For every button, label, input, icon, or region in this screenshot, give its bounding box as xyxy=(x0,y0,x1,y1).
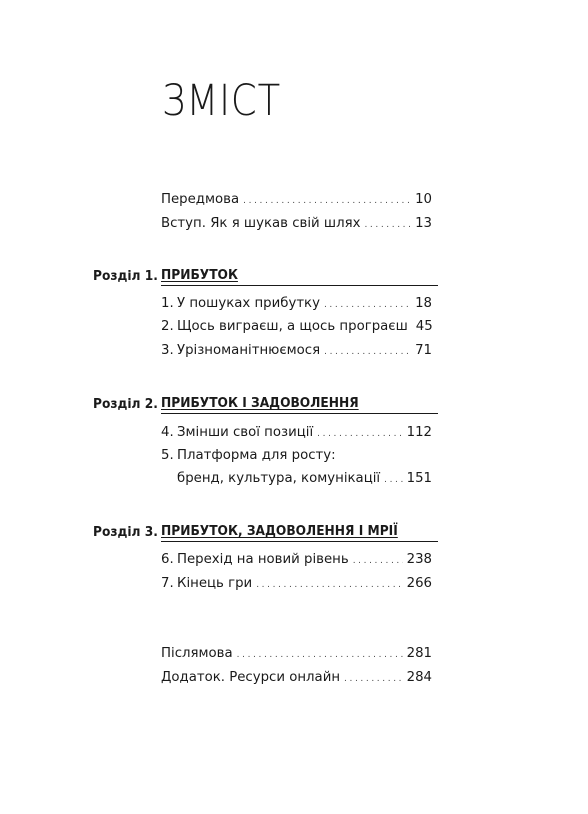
chapter-number: 6. xyxy=(161,552,174,567)
section-label: Розділ 2. xyxy=(93,396,158,412)
toc-entry-page: 18 xyxy=(415,296,432,311)
toc-entry-page: 281 xyxy=(406,646,432,661)
toc-entry-afterword[interactable] xyxy=(161,644,432,664)
toc-entry-chapter-5[interactable] xyxy=(161,446,432,466)
toc-entry-text: Щось виграєш, а щось програєш xyxy=(177,319,408,334)
chapter-number: 2. xyxy=(161,319,174,334)
toc-entry-text: бренд, культура, комунікації xyxy=(177,471,381,486)
toc-entry-page: 13 xyxy=(415,216,432,231)
toc-entry-page: 266 xyxy=(406,576,432,591)
section-title[interactable] xyxy=(161,265,438,286)
chapter-number: 4. xyxy=(161,425,174,440)
toc-entry-chapter-4[interactable] xyxy=(161,423,432,443)
toc-entry-page: 238 xyxy=(406,552,432,567)
dot-leader xyxy=(384,470,402,490)
section-title-text: ПРИБУТОК, ЗАДОВОЛЕННЯ І МРІЇ xyxy=(161,523,398,539)
toc-entry-text: Змінши свої позиції xyxy=(177,425,314,440)
toc-entry-chapter-1[interactable] xyxy=(161,294,432,314)
toc-entry-text: У пошуках прибутку xyxy=(177,296,320,311)
toc-entry-text: Післямова xyxy=(161,646,233,661)
dot-leader xyxy=(256,575,402,595)
dot-leader xyxy=(243,191,411,211)
toc-entry-page: 10 xyxy=(415,192,432,207)
dot-leader xyxy=(237,645,403,665)
toc-entry-chapter-3[interactable] xyxy=(161,341,432,361)
dot-leader xyxy=(317,424,402,444)
chapter-number: 7. xyxy=(161,576,174,591)
dot-leader xyxy=(344,669,403,689)
section-label: Розділ 3. xyxy=(93,524,158,540)
toc-entry-text: Кінець гри xyxy=(177,576,253,591)
section-title-text: ПРИБУТОК І ЗАДОВОЛЕННЯ xyxy=(161,395,359,411)
dot-leader xyxy=(324,342,411,362)
dot-leader xyxy=(324,295,411,315)
toc-entry-text: Перехід на новий рівень xyxy=(177,552,349,567)
chapter-number: 1. xyxy=(161,296,174,311)
toc-entry-text: Урізноманітнюємося xyxy=(177,343,321,358)
toc-entry-chapter-7[interactable] xyxy=(161,574,432,594)
toc-entry-text: Платформа для росту: xyxy=(177,448,336,463)
toc-entry-intro[interactable] xyxy=(161,214,432,234)
section-label: Розділ 1. xyxy=(93,268,158,284)
section-title[interactable] xyxy=(161,393,438,414)
page-title: ЗМІСТ xyxy=(162,76,282,126)
toc-entry-page: 45 xyxy=(415,319,433,334)
toc-entry-text: Вступ. Як я шукав свій шлях xyxy=(161,216,361,231)
chapter-number: 5. xyxy=(161,448,174,463)
dot-leader xyxy=(353,551,403,571)
toc-entry-chapter-5-continued[interactable] xyxy=(161,469,432,489)
dot-leader xyxy=(364,215,411,235)
toc-entry-page: 71 xyxy=(415,343,432,358)
toc-entry-text: Додаток. Ресурси онлайн xyxy=(161,670,341,685)
toc-entry-page: 112 xyxy=(406,425,432,440)
toc-entry-page: 151 xyxy=(406,471,432,486)
toc-entry-chapter-2[interactable] xyxy=(161,317,432,337)
toc-entry-appendix[interactable] xyxy=(161,668,432,688)
toc-entry-preface[interactable] xyxy=(161,190,432,210)
toc-entry-page: 284 xyxy=(406,670,432,685)
section-title-text: ПРИБУТОК xyxy=(161,267,238,283)
section-title[interactable] xyxy=(161,521,438,542)
chapter-number: 3. xyxy=(161,343,174,358)
toc-entry-text: Передмова xyxy=(161,192,240,207)
toc-entry-chapter-6[interactable] xyxy=(161,550,432,570)
